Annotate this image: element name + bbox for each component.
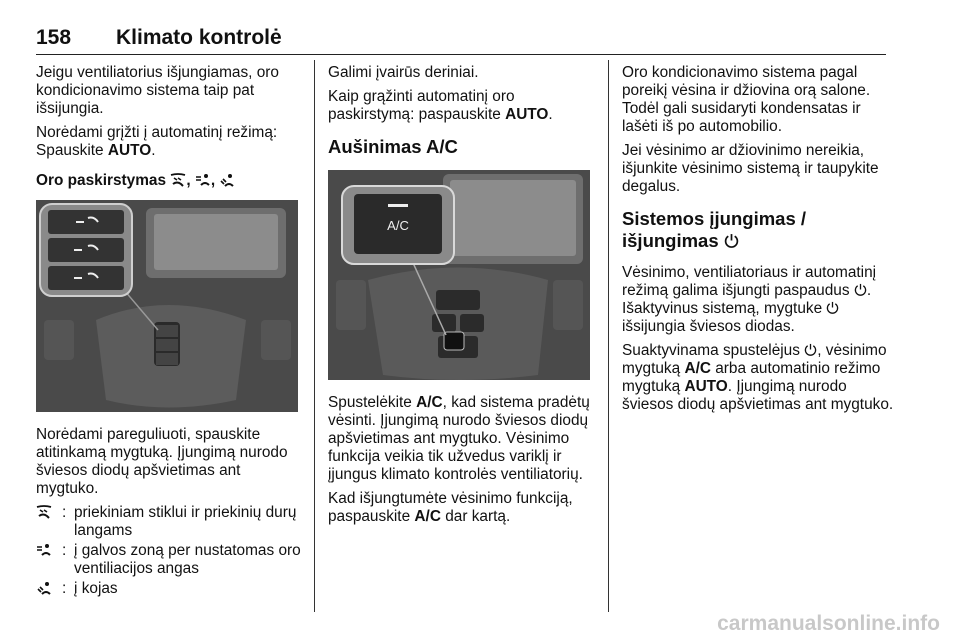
ac-button-figure	[328, 170, 590, 380]
paragraph: Galimi įvairūs deriniai.	[328, 64, 479, 81]
subheading-air-distribution: Oro paskirstymas , ,	[36, 172, 304, 190]
page-number: 158	[36, 26, 72, 49]
feet-airflow-icon	[219, 173, 235, 187]
column-left	[36, 64, 304, 600]
paragraph: Norėdami pareguliuoti, spauskite atitinkamą mygtuką. Įjungimą nurodo šviesos diodų apšvietimas ant mygtuko.	[36, 426, 288, 497]
page-header	[36, 24, 886, 55]
list-item: : į galvos zoną per nustatomas oro ventiliacijos angas	[36, 542, 304, 578]
column-divider	[314, 60, 315, 612]
air-distribution-list	[36, 504, 304, 598]
head-airflow-icon	[36, 543, 52, 557]
air-distribution-figure	[36, 200, 298, 412]
paragraph: Norėdami grįžti į automatinį režimą: Spauskite AUTO.	[36, 124, 278, 159]
dashboard-illustration	[328, 170, 590, 380]
paragraph: Spustelėkite A/C, kad sistema pradėtų vėsinti. Įjungimą nurodo šviesos diodų apšvietimas ant mygtuko. Vėsinimo funkcija veikia tik užvedus variklį ir įjungus klimato kontrolės ventiliatorių.	[328, 394, 590, 483]
power-icon	[804, 343, 817, 356]
head-airflow-icon	[195, 173, 211, 187]
paragraph: Vėsinimo, ventiliatoriaus ir automatinį režimą galima išjungti paspaudus . Išaktyvinus sistemą, mygtuke išsijungia šviesos diodas.	[622, 264, 877, 335]
column-right	[622, 64, 894, 420]
list-item: : priekiniam stiklui ir priekinių durų langams	[36, 504, 304, 540]
column-middle	[328, 64, 596, 532]
paragraph: Jeigu ventiliatorius išjungiamas, oro kondicionavimo sistema taip pat išsijungia.	[36, 64, 279, 117]
power-icon	[854, 283, 867, 296]
power-icon	[826, 301, 839, 314]
paragraph: Kad išjungtumėte vėsinimo funkciją, paspauskite A/C dar kartą.	[328, 490, 573, 525]
paragraph: Suaktyvinama spustelėjus , vėsinimo mygtuką A/C arba automatinio režimo mygtuką AUTO. Įjungimą nurodo šviesos diodų apšvietimas ant mygtuko.	[622, 342, 894, 413]
heading-system-onoff: Sistemos įjungimas / išjungimas	[622, 208, 807, 251]
feet-airflow-icon	[36, 581, 52, 595]
watermark: carmanualsonline.info	[717, 612, 940, 635]
paragraph: Oro kondicionavimo sistema pagal poreikį vėsina ir džiovina orą salone. Todėl gali susidaryti kondensatas ir lašėti iš po automobilio.	[622, 64, 871, 135]
windshield-airflow-icon	[36, 505, 52, 519]
paragraph: Jei vėsinimo ar džiovinimo nereikia, išjunkite vėsinimo sistemą ir taupykite degalus.	[622, 142, 879, 195]
ac-button-label: A/C	[387, 218, 409, 233]
dashboard-illustration	[36, 200, 298, 412]
power-icon	[724, 233, 739, 248]
heading-ac-cooling: Aušinimas A/C	[328, 136, 458, 157]
list-item: : į kojas	[36, 580, 304, 598]
page-title: Klimato kontrolė	[116, 26, 282, 49]
column-divider	[608, 60, 609, 612]
windshield-airflow-icon	[170, 173, 186, 187]
paragraph: Kaip grąžinti automatinį oro paskirstymą: paspauskite AUTO.	[328, 88, 553, 123]
